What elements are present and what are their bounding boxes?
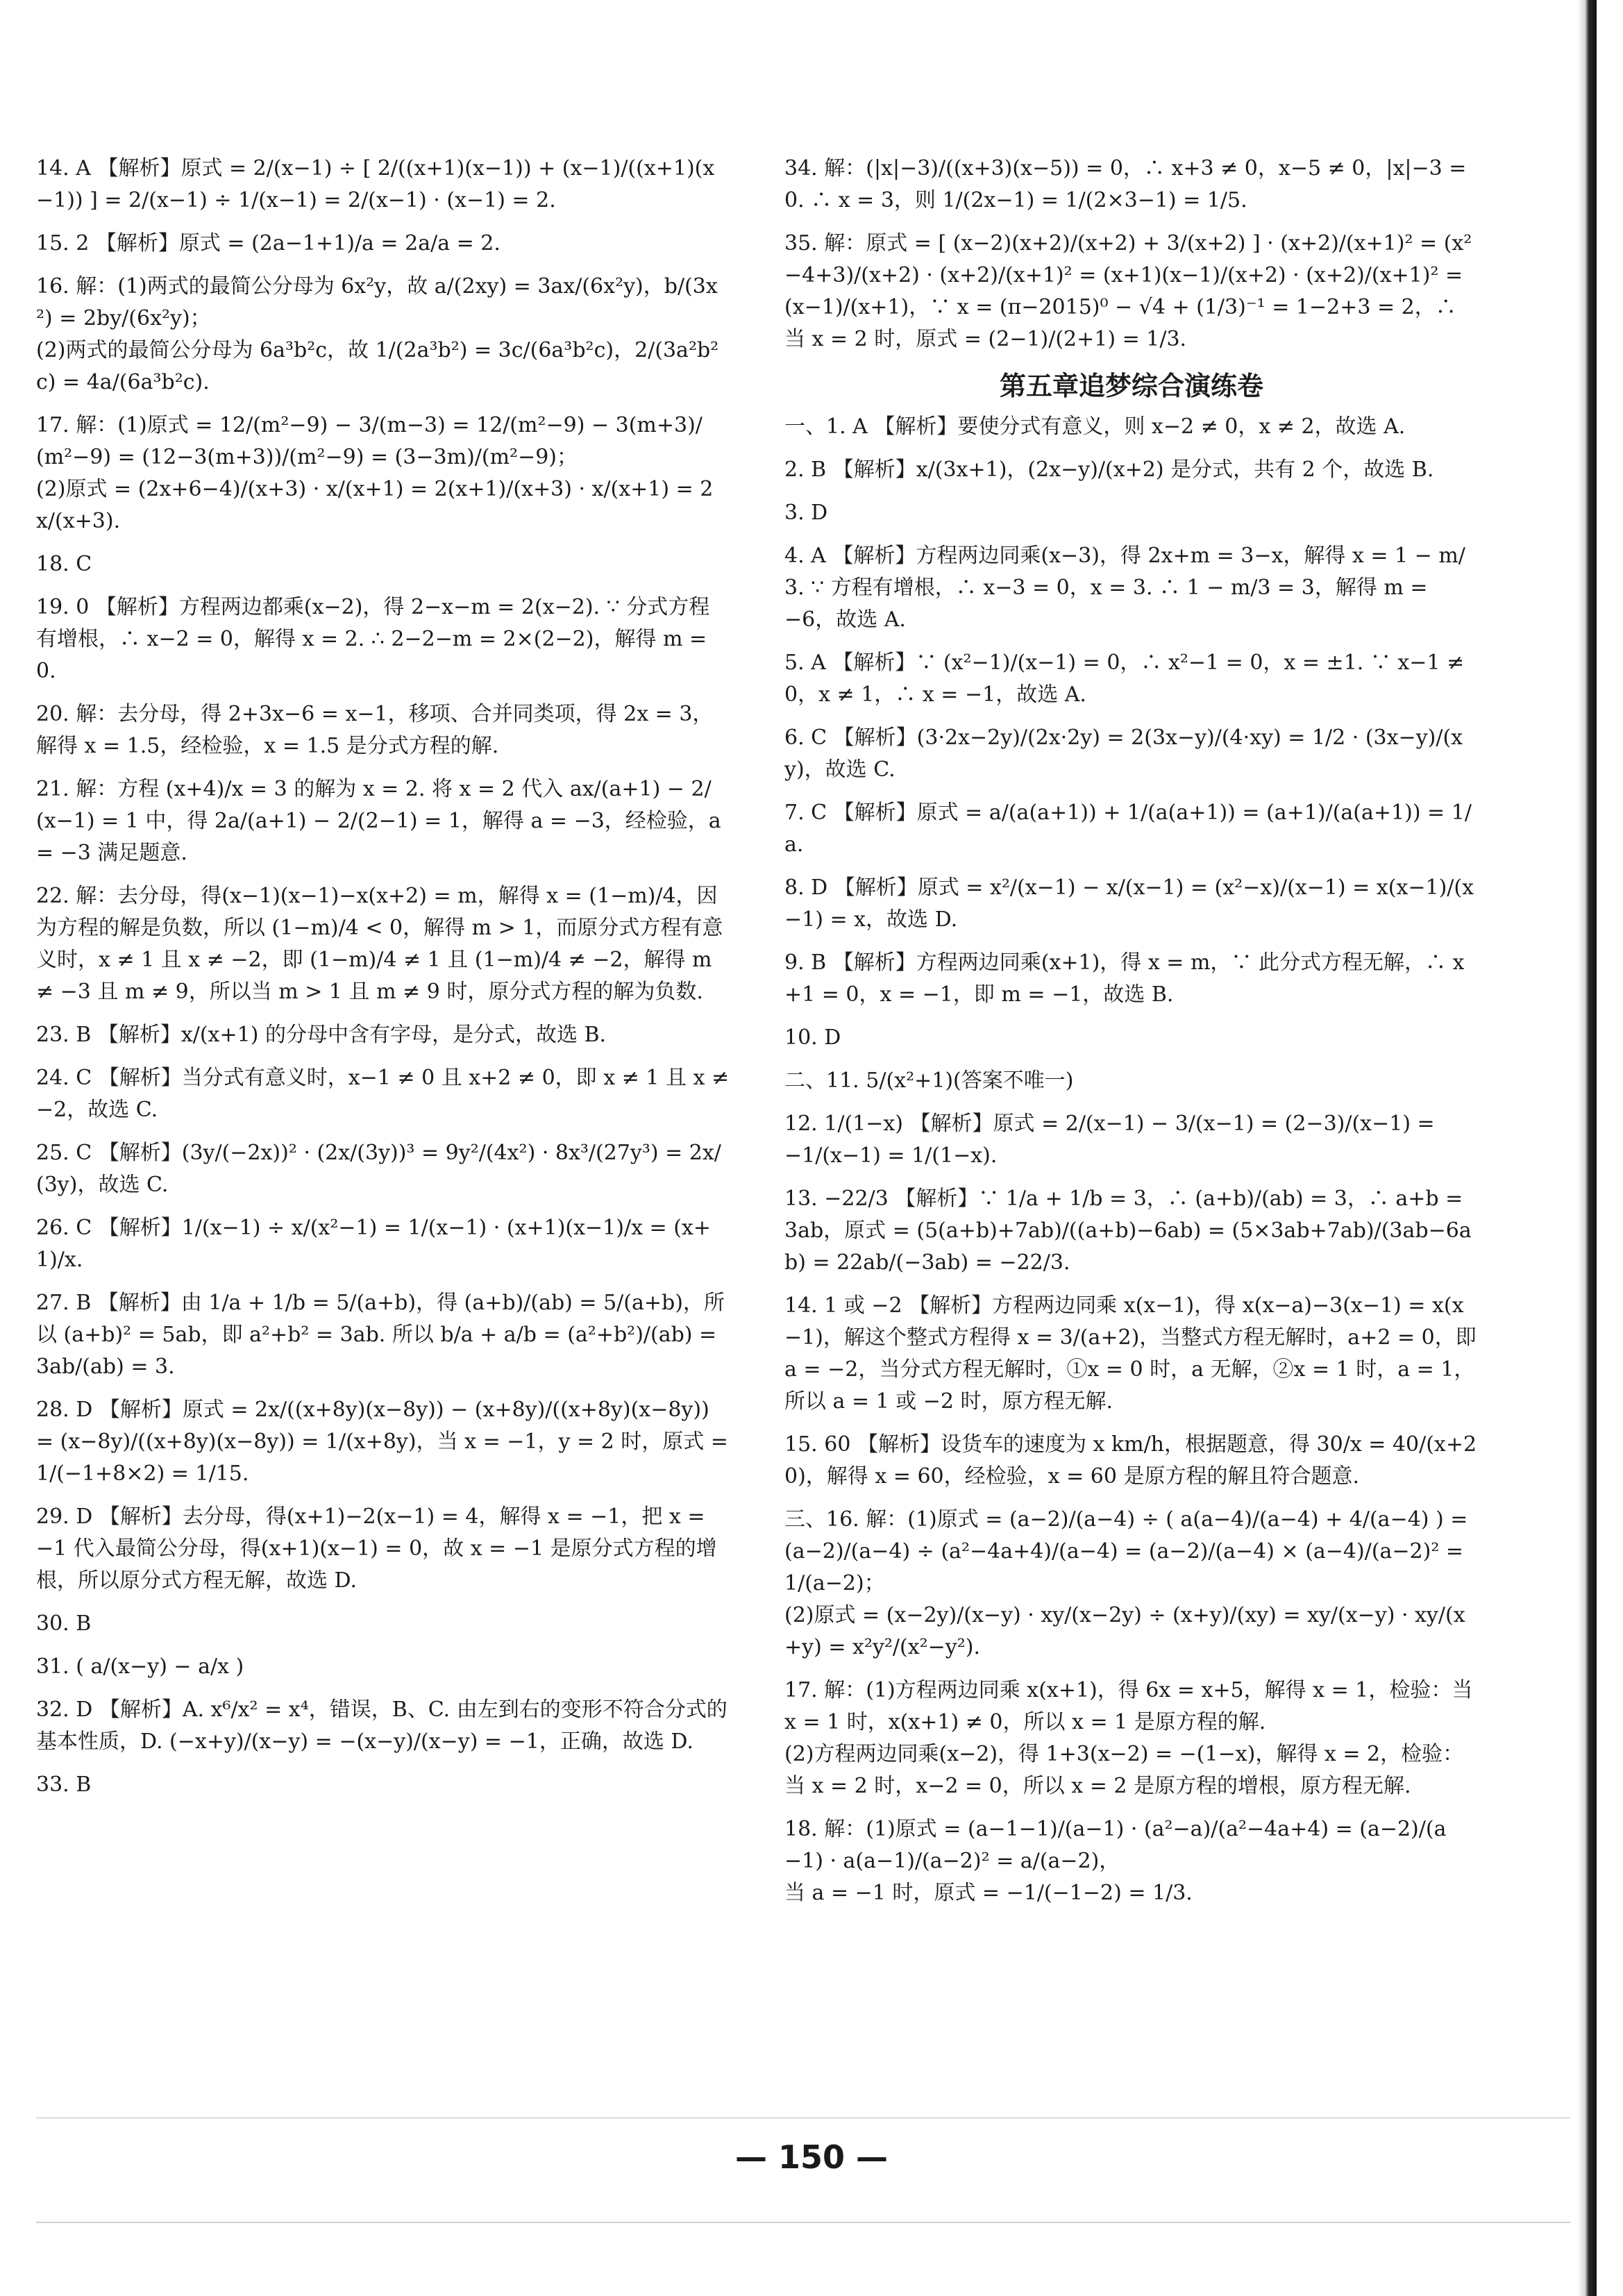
answer-item: 32. D 【解析】A. x⁶/x² = x⁴，错误，B、C. 由左到右的变形不符合分式的基本性质，D. (−x+y)/(x−y) = −(x−y)/(x−y) = −1，正确，故选 D.: [36, 1698, 728, 1754]
answers-chapter-five: [784, 411, 1483, 1909]
answers-chapter-four-tail: [784, 153, 1479, 355]
answer-item: 一、1. A 【解析】要使分式有意义，则 x−2 ≠ 0，x ≠ 2，故选 A.: [784, 414, 1406, 439]
answer-item: 24. C 【解析】当分式有意义时，x−1 ≠ 0 且 x+2 ≠ 0，即 x ≠ 1 且 x ≠ −2，故选 C.: [36, 1066, 736, 1122]
answer-item: 30. B: [36, 1611, 92, 1636]
answer-item: 25. C 【解析】(3y/(−2x))² · (2x/(3y))³ = 9y²/(4x²) · 8x³/(27y³) = 2x/(3y)，故选 C.: [36, 1141, 721, 1197]
answer-item: 二、11. 5/(x²+1)(答案不唯一): [784, 1069, 1074, 1093]
answer-item: 6. C 【解析】(3·2x−2y)/(2x·2y) = 2(3x−y)/(4·xy) = 1/2 · (3x−y)/(xy)，故选 C.: [784, 726, 1463, 782]
answer-item: 三、16. 解：(1)原式 = (a−2)/(a−4) ÷ ( a(a−4)/(a−4) + 4/(a−4) ) = (a−2)/(a−4) ÷ (a²−4a+4)/(a−4) = (a−2)/(a−4) × (a−4)/(a−2)² = 1/(a−2)； (2)原式 = (x−2y)/(x−y) · xy/(x−2y) ÷ (x+y)/(xy) = xy/(x−y) · xy/(x+y) = x²y²/(x²−y²).: [784, 1507, 1468, 1659]
answer-item: 31. ( a/(x−y) − a/x ): [36, 1654, 244, 1679]
answer-item: 8. D 【解析】原式 = x²/(x−1) − x/(x−1) = (x²−x)/(x−1) = x(x−1)/(x−1) = x，故选 D.: [784, 875, 1474, 932]
answer-item: 16. 解：(1)两式的最简公分母为 6x²y，故 a/(2xy) = 3ax/(6x²y)，b/(3x²) = 2by/(6x²y)； (2)两式的最简公分母为 6a³b²c，故 1/(2a³b²) = 3c/(6a³b²c)，2/(3a²b²c) = 4a/(6a³b²c).: [36, 274, 719, 394]
answer-item: 17. 解：(1)方程两边同乘 x(x+1)，得 6x = x+5，解得 x = 1，检验：当 x = 1 时，x(x+1) ≠ 0，所以 x = 1 是原方程的解. (2)方程两边同乘(x−2)，得 1+3(x−2) = −(1−x)，解得 x = 2，检验：当 x = 2 时，x−2 = 0，所以 x = 2 是原方程的增根，原方程无解.: [784, 1678, 1473, 1798]
answer-item: 15. 2 【解析】原式 = (2a−1+1)/a = 2a/a = 2.: [36, 231, 501, 255]
answer-item: 15. 60 【解析】设货车的速度为 x km/h，根据题意，得 30/x = 40/(x+20)，解得 x = 60，经检验，x = 60 是原方程的解且符合题意.: [784, 1432, 1477, 1489]
answer-item: 14. A 【解析】原式 = 2/(x−1) ÷ [ 2/((x+1)(x−1)) + (x−1)/((x+1)(x−1)) ] = 2/(x−1) ÷ 1/(x−1) = 2/(x−1) · (x−1) = 2.: [36, 156, 715, 212]
answer-item: 4. A 【解析】方程两边同乘(x−3)，得 2x+m = 3−x，解得 x = 1 − m/3. ∵ 方程有增根，∴ x−3 = 0，x = 3. ∴ 1 − m/3 = 3，解得 m = −6，故选 A.: [784, 544, 1465, 632]
answer-item: 3. D: [784, 501, 828, 525]
answer-item: 23. B 【解析】x/(x+1) 的分母中含有字母，是分式，故选 B.: [36, 1023, 607, 1047]
answer-item: 14. 1 或 −2 【解析】方程两边同乘 x(x−1)，得 x(x−a)−3(x−1) = x(x−1)，解这个整式方程得 x = 3/(a+2)，当整式方程无解时，a+2 = 0，即 a = −2，当分式方程无解时，①x = 0 时，a 无解，②x = 1 时，a = 1，所以 a = 1 或 −2 时，原方程无解.: [784, 1293, 1483, 1414]
answer-item: 26. C 【解析】1/(x−1) ÷ x/(x²−1) = 1/(x−1) · (x+1)(x−1)/x = (x+1)/x.: [36, 1216, 711, 1272]
answer-item: 21. 解：方程 (x+4)/x = 3 的解为 x = 2. 将 x = 2 代入 ax/(a+1) − 2/(x−1) = 1 中，得 2a/(a+1) − 2/(2−1) = 1，解得 a = −3，经检验，a = −3 满足题意.: [36, 777, 728, 865]
answer-item: 18. 解：(1)原式 = (a−1−1)/(a−1) · (a²−a)/(a²−4a+4) = (a−2)/(a−1) · a(a−1)/(a−2)² = a/(a−2)， 当 a = −1 时，原式 = −1/(−1−2) = 1/3.: [784, 1817, 1447, 1905]
answer-item: 9. B 【解析】方程两边同乘(x+1)，得 x = m，∵ 此分式方程无解，∴ x+1 = 0，x = −1，即 m = −1，故选 B.: [784, 950, 1465, 1007]
footer-rule-bottom: [36, 2222, 1570, 2223]
answer-item: 18. C: [36, 552, 92, 576]
answer-item: 28. D 【解析】原式 = 2x/((x+8y)(x−8y)) − (x+8y)/((x+8y)(x−8y)) = (x−8y)/((x+8y)(x−8y)) = 1/(x+8y)，当 x = −1，y = 2 时，原式 = 1/(−1+8×2) = 1/15.: [36, 1398, 735, 1486]
answer-item: 5. A 【解析】∵ (x²−1)/(x−1) = 0，∴ x²−1 = 0，x = ±1. ∵ x−1 ≠ 0，x ≠ 1，∴ x = −1，故选 A.: [784, 651, 1471, 707]
answer-item: 10. D: [784, 1025, 841, 1050]
answer-item: 19. 0 【解析】方程两边都乘(x−2)，得 2−x−m = 2(x−2). ∵ 分式方程有增根，∴ x−2 = 0，解得 x = 2. ∴ 2−2−m = 2×(2−2)，解得 m = 0.: [36, 595, 714, 683]
answer-item: 7. C 【解析】原式 = a/(a(a+1)) + 1/(a(a+1)) = (a+1)/(a(a+1)) = 1/a.: [784, 801, 1472, 857]
answer-item: 35. 解：原式 = [ (x−2)(x+2)/(x+2) + 3/(x+2) ] · (x+2)/(x+1)² = (x²−4+3)/(x+2) · (x+2)/(x+1)² = (x+1)(x−1)/(x+2) · (x+2)/(x+1)² = (x−1)/(x+1)，∵ x = (π−2015)⁰ − √4 + (1/3)⁻¹ = 1−2+3 = 2，∴ 当 x = 2 时，原式 = (2−1)/(2+1) = 1/3.: [784, 231, 1472, 351]
section-title: 第五章追梦综合演练卷: [999, 371, 1263, 401]
answer-item: 22. 解：去分母，得(x−1)(x−1)−x(x+2) = m，解得 x = (1−m)/4，因为方程的解是负数，所以 (1−m)/4 < 0，解得 m > 1，而原分式方程有意义时，x ≠ 1 且 x ≠ −2，即 (1−m)/4 ≠ 1 且 (1−m)/4 ≠ −2，解得 m ≠ −3 且 m ≠ 9，所以当 m > 1 且 m ≠ 9 时，原分式方程的解为负数.: [36, 884, 723, 1004]
answer-item: 27. B 【解析】由 1/a + 1/b = 5/(a+b)，得 (a+b)/(ab) = 5/(a+b)，所以 (a+b)² = 5ab，即 a²+b² = 3ab. 所以 b/a + a/b = (a²+b²)/(ab) = 3ab/(ab) = 3.: [36, 1291, 725, 1379]
answer-item: 12. 1/(1−x) 【解析】原式 = 2/(x−1) − 3/(x−1) = (2−3)/(x−1) = −1/(x−1) = 1/(1−x).: [784, 1112, 1442, 1168]
answer-column-left: [36, 153, 736, 1812]
answer-item: 34. 解：(|x|−3)/((x+3)(x−5)) = 0，∴ x+3 ≠ 0，x−5 ≠ 0，|x|−3 = 0. ∴ x = 3，则 1/(2x−1) = 1/(2×3−1) = 1/5.: [784, 156, 1473, 212]
answer-item: 17. 解：(1)原式 = 12/(m²−9) − 3/(m−3) = 12/(m²−9) − 3(m+3)/(m²−9) = (12−3(m+3))/(m²−9) = (3−3m)/(m²−9)； (2)原式 = (2x+6−4)/(x+3) · x/(x+1) = 2(x+1)/(x+3) · x/(x+1) = 2x/(x+3).: [36, 413, 714, 533]
answer-item: 20. 解：去分母，得 2+3x−6 = x−1，移项、合并同类项，得 2x = 3，解得 x = 1.5，经检验，x = 1.5 是分式方程的解.: [36, 702, 714, 758]
answer-column-right: [784, 153, 1483, 1920]
page-binding-edge: [1577, 0, 1597, 2296]
page-number: — 150 —: [734, 2138, 889, 2176]
answer-item: 2. B 【解析】x/(3x+1)，(2x−y)/(x+2) 是分式，共有 2 个，故选 B.: [784, 458, 1434, 482]
answer-item: 29. D 【解析】去分母，得(x+1)−2(x−1) = 4，解得 x = −1，把 x = −1 代入最简公分母，得(x+1)(x−1) = 0，故 x = −1 是原分式方程的增根，所以原分式方程无解，故选 D.: [36, 1505, 717, 1593]
answer-item: 33. B: [36, 1773, 92, 1797]
answer-item: 13. −22/3 【解析】∵ 1/a + 1/b = 3，∴ (a+b)/(ab) = 3，∴ a+b = 3ab，原式 = (5(a+b)+7ab)/((a+b)−6ab) = (5×3ab+7ab)/(3ab−6ab) = 22ab/(−3ab) = −22/3.: [784, 1187, 1472, 1275]
